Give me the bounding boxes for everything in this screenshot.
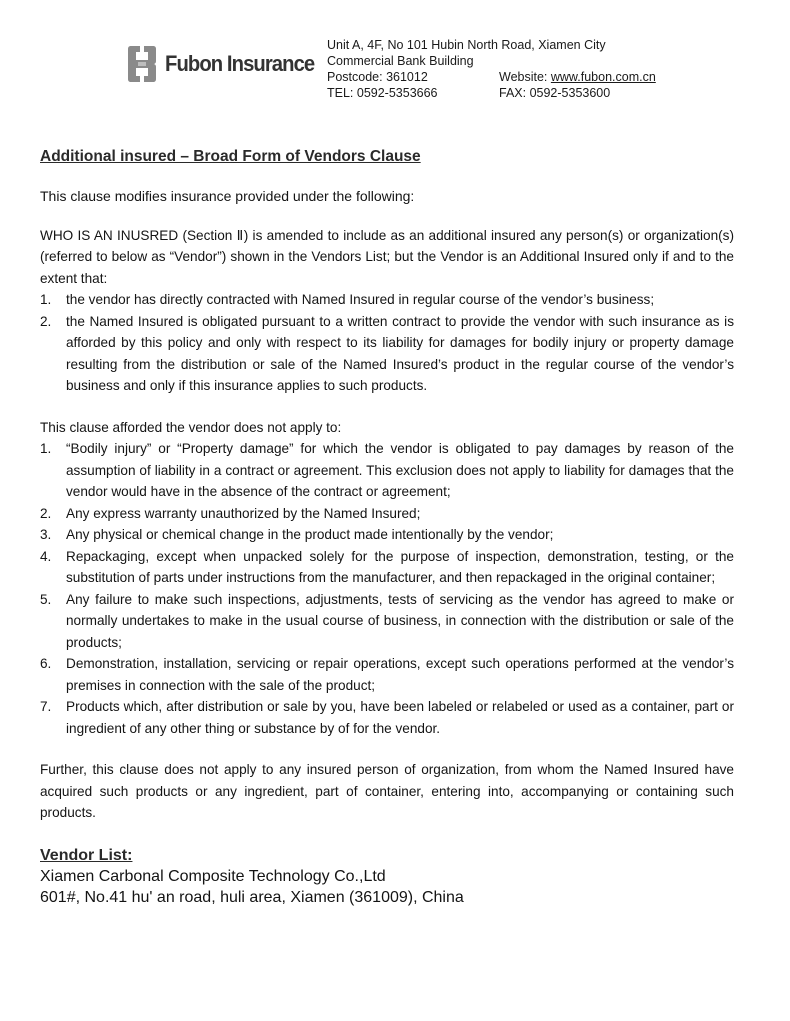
- vendor-address: 601#, No.41 hu' an road, huli area, Xiamen (361009), China: [40, 888, 464, 906]
- document-body: [40, 148, 734, 908]
- intro-text: This clause modifies insurance provided under the following:: [40, 188, 415, 204]
- company-address: [327, 37, 656, 101]
- telephone: TEL: 0592-5353666: [327, 86, 438, 100]
- brand-name: Fubon Insurance: [165, 51, 315, 76]
- postcode: Postcode: 361012: [327, 70, 428, 84]
- fubon-logo-icon: [125, 42, 159, 86]
- who-is-insured-paragraph: WHO IS AN INUSRED (Section Ⅱ) is amended to include as an additional insured any person(s) or organization(s) (referred to below as “Vendor”) shown in the Vendors List; but the Vendor is an Additional Insured only if and to the extent that:: [40, 227, 734, 286]
- condition-item: 1. the vendor has directly contracted with Named Insured in regular course of the vendor’s business;: [40, 292, 655, 307]
- further-paragraph: Further, this clause does not apply to any insured person of organization, from whom the Named Insured have acquired such products or any ingredient, part of container, entering into, accompanying or containing such products.: [40, 762, 734, 820]
- letterhead: [0, 0, 790, 110]
- address-line-2: Commercial Bank Building: [327, 54, 474, 68]
- exclusions-intro: This clause afforded the vendor does not apply to:: [40, 419, 342, 435]
- conditions-list: [40, 289, 734, 397]
- exclusion-item: 3. Any physical or chemical change in the product made intentionally by the vendor;: [40, 527, 554, 542]
- company-logo: [125, 42, 327, 86]
- vendor-list-title: Vendor List:: [40, 846, 133, 864]
- document-title: Additional insured – Broad Form of Vendors Clause: [40, 148, 421, 165]
- website-label: Website:: [499, 70, 551, 84]
- fax: FAX: 0592-5353600: [499, 86, 611, 100]
- exclusion-item: 4. Repackaging, except when unpacked solely for the purpose of inspection, demonstration, testing, or the substitution of parts under instructions from the manufacturer, and then repackaged in the original container;: [40, 548, 734, 585]
- exclusion-item: 2. Any express warranty unauthorized by the Named Insured;: [40, 505, 421, 521]
- exclusions-list: [40, 438, 734, 739]
- exclusion-item: 5. Any failure to make such inspections, adjustments, tests of servicing as the vendor has agreed to make or normally undertakes to make in the usual course of business, in connection with the distribution or sale of the products;: [40, 591, 734, 650]
- exclusion-item: 7. Products which, after distribution or sale by you, have been labeled or relabeled or used as a container, part or ingredient of any other thing or substance by of for the vendor.: [40, 699, 734, 736]
- exclusion-item: 6. Demonstration, installation, servicing or repair operations, except such operations performed at the vendor’s premises in connection with the sale of the product;: [40, 656, 734, 693]
- vendor-name: Xiamen Carbonal Composite Technology Co.,Ltd: [40, 867, 386, 885]
- website-link[interactable]: www.fubon.com.cn: [550, 70, 656, 84]
- exclusion-item: 1. “Bodily injury” or “Property damage” for which the vendor is obligated to pay damages by reason of the assumption of liability in a contract or agreement. This exclusion does not apply to liability for damages that the vendor would have in the absence of the contract or agreement;: [40, 441, 734, 499]
- address-line-1: Unit A, 4F, No 101 Hubin North Road, Xiamen City: [327, 38, 606, 52]
- condition-item: 2. the Named Insured is obligated pursuant to a written contract to provide the vendor with such insurance as is afforded by this policy and only with respect to its liability for damages for bodily injury or property damage resulting from the distribution or sale of the Named Insured’s product in the regular course of the vendor’s business and only if this insurance applies to such products.: [40, 313, 734, 393]
